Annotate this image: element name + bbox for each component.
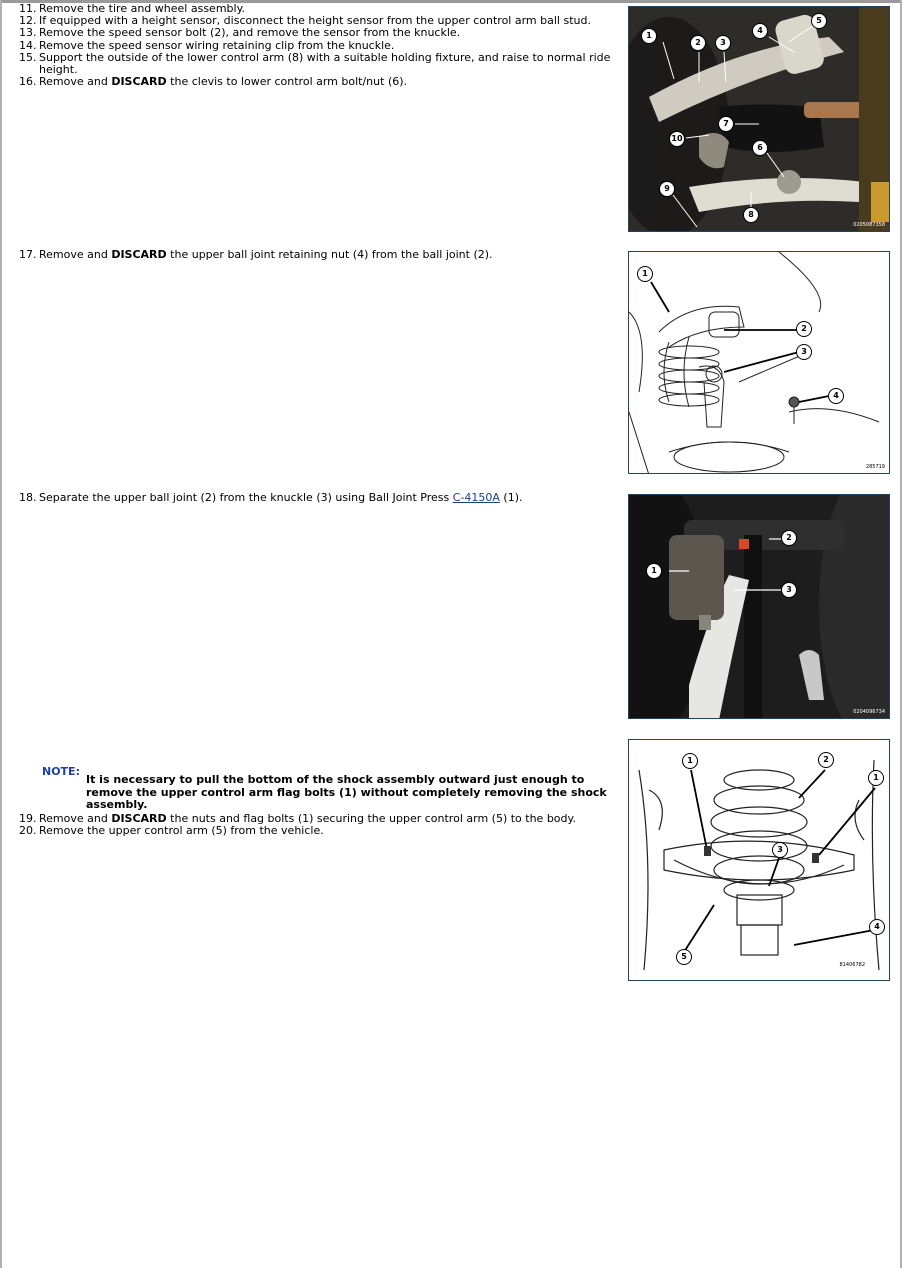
callout-3: 3 <box>715 35 731 51</box>
step-14: 14. Remove the speed sensor wiring retaining clip from the knuckle. <box>19 38 395 52</box>
steps-19-20 <box>19 813 639 837</box>
steps-11-16 <box>19 3 639 88</box>
figure-id: 0204096734 <box>853 709 885 715</box>
step-12: 12. If equipped with a height sensor, disconnect the height sensor from the upper control arm ball stud. <box>19 14 591 28</box>
callout-8: 8 <box>743 207 759 223</box>
callout-4: 4 <box>869 919 885 935</box>
callout-9: 9 <box>659 181 675 197</box>
page-left-border <box>0 0 2 1268</box>
callout-1: 1 <box>637 266 653 282</box>
photo-illustration <box>629 495 890 719</box>
step-18: 18. Separate the upper ball joint (2) from the knuckle (3) using Ball Joint Press C-4150A (1). <box>19 491 523 504</box>
figure-id: 0205087358 <box>853 222 885 228</box>
photo-illustration <box>629 7 890 232</box>
callout-3: 3 <box>772 842 788 858</box>
callout-1: 1 <box>641 28 657 44</box>
figure-ball-joint-press-photo <box>628 494 890 719</box>
figure-suspension-photo <box>628 6 890 232</box>
step-20: 20. Remove the upper control arm (5) from the vehicle. <box>19 824 324 838</box>
note-label: NOTE: <box>42 765 80 778</box>
note-text: It is necessary to pull the bottom of the shock assembly outward just enough to remove the upper control arm flag bolts (1) without completely removing the shock assembly. <box>86 773 607 811</box>
line-drawing <box>629 740 890 981</box>
callout-4: 4 <box>828 388 844 404</box>
steps-18 <box>19 492 639 504</box>
callout-6: 6 <box>752 140 768 156</box>
line-drawing <box>629 252 890 474</box>
tool-link-c-4150a[interactable]: C-4150A <box>452 491 500 504</box>
figure-ball-joint-nut-drawing <box>628 251 890 474</box>
steps-17 <box>19 249 639 261</box>
callout-2: 2 <box>781 530 797 546</box>
step-19: 19. Remove and DISCARD the nuts and flag bolts (1) securing the upper control arm (5) to the body. <box>19 812 576 825</box>
step-11: 11. Remove the tire and wheel assembly. <box>19 2 246 15</box>
figure-upper-control-arm-drawing <box>628 739 890 981</box>
callout-4: 4 <box>752 23 768 39</box>
step-13: 13. Remove the speed sensor bolt (2), and remove the sensor from the knuckle. <box>19 26 461 40</box>
callout-2: 2 <box>818 752 834 768</box>
callout-1-right: 1 <box>868 770 884 786</box>
step-16: 16. Remove and DISCARD the clevis to lower control arm bolt/nut (6). <box>19 75 408 89</box>
callout-2: 2 <box>796 321 812 337</box>
callout-1-left: 1 <box>682 753 698 769</box>
callout-1: 1 <box>646 563 662 579</box>
step-17: 17. Remove and DISCARD the upper ball joint retaining nut (4) from the ball joint (2). <box>19 248 493 261</box>
callout-3: 3 <box>796 344 812 360</box>
callout-7: 7 <box>718 116 734 132</box>
figure-id: 81406782 <box>839 962 865 968</box>
callout-10: 10 <box>669 131 685 147</box>
callout-2: 2 <box>690 35 706 51</box>
callout-5: 5 <box>811 13 827 29</box>
callout-3: 3 <box>781 582 797 598</box>
figure-id: 285719 <box>865 464 885 470</box>
step-15: 15. Support the outside of the lower control arm (8) with a suitable holding fixture, and raise to normal ride height. <box>19 50 611 77</box>
callout-5: 5 <box>676 949 692 965</box>
